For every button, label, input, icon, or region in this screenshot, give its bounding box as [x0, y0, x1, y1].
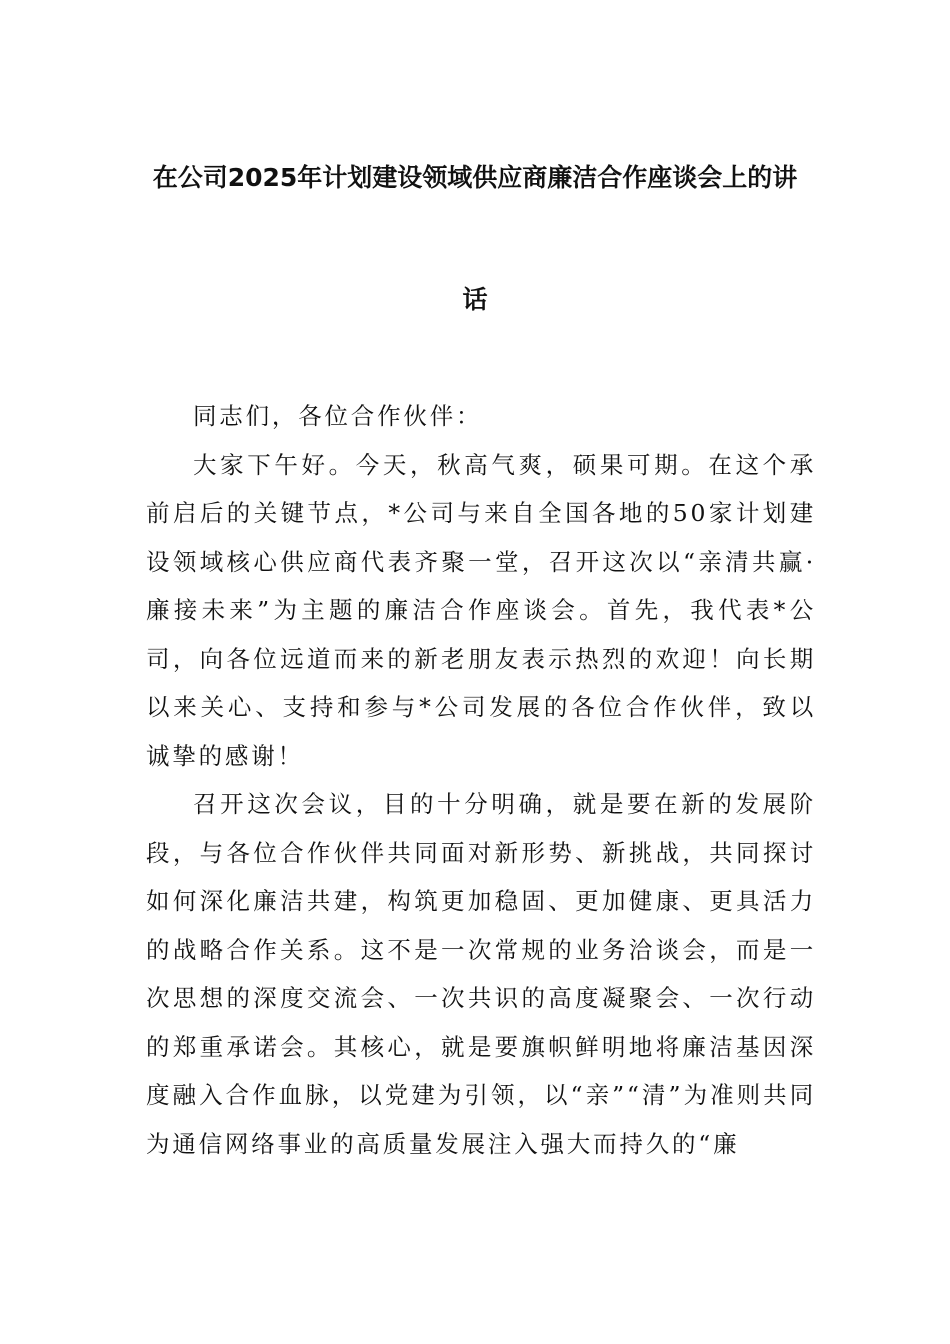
- document-title-line-1: 在公司2025年计划建设领域供应商廉洁合作座谈会上的讲: [152, 163, 798, 192]
- purpose-paragraph: 召开这次会议，目的十分明确，就是要在新的发展阶段，与各位合作伙伴共同面对新形势、新挑战，共同探讨如何深化廉洁共建，构筑更加稳固、更加健康、更具活力的战略合作关系。这不是一次常规的业务洽谈会，而是一次思想的深度交流会、一次共识的高度凝聚会、一次行动的郑重承诺会。其核心，就是要旗帜鲜明地将廉洁基因深度融入合作血脉，以党建为引领，以“亲”“清”为准则共同为通信网络事业的高质量发展注入强大而持久的“廉: [146, 790, 816, 1158]
- document-body: [146, 392, 816, 1168]
- document-title-line-2: 话: [462, 285, 488, 314]
- opening-paragraph: 大家下午好。今天，秋高气爽，硕果可期。在这个承前启后的关键节点，*公司与来自全国各地的50家计划建设领域核心供应商代表齐聚一堂，召开这次以“亲清共赢·廉接未来”为主题的廉洁合作座谈会。首先，我代表*公司，向各位远道而来的新老朋友表示热烈的欢迎！向长期以来关心、支持和参与*公司发展的各位合作伙伴，致以诚挚的感谢！: [146, 450, 816, 770]
- greeting-paragraph: 同志们，各位合作伙伴：: [193, 402, 483, 430]
